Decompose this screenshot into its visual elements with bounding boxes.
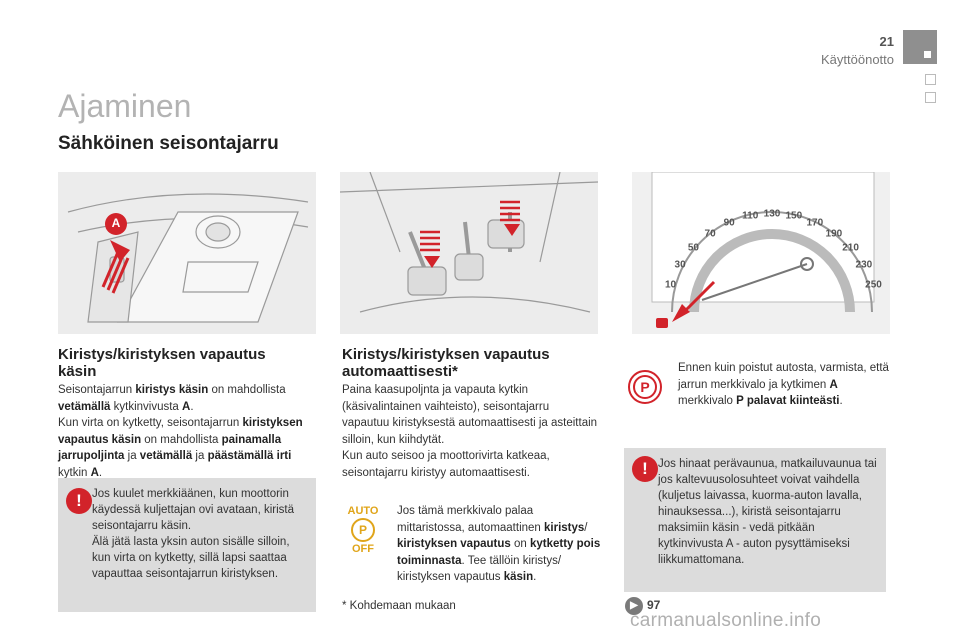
text-run: on: [510, 538, 530, 550]
page-subtitle: Sähköinen seisontajarru: [58, 133, 279, 154]
text-run: ja: [124, 450, 140, 462]
page-ref-number[interactable]: 97: [647, 598, 661, 612]
mid-paragraph-2: [397, 503, 603, 586]
page-number: 21: [879, 34, 894, 49]
speed-tick-label: 170: [806, 217, 824, 229]
text-run-bold: kytketty pois toiminnasta: [397, 538, 601, 567]
text-run-bold: P palavat kiinteästi: [736, 395, 840, 407]
footnote: * Kohdemaan mukaan: [342, 600, 456, 612]
text-run: . Tee tällöin kiristys/ kiristyksen vapautus: [397, 554, 562, 583]
speed-tick-label: 10: [664, 279, 677, 291]
text-run-bold: kiristys: [544, 521, 585, 534]
speed-tick-label: 90: [723, 217, 735, 229]
text-run: on mahdollista: [141, 433, 222, 446]
speed-tick-label: 130: [763, 208, 781, 220]
text-run: Seisontajarrun: [58, 384, 136, 396]
console-drawing: [58, 172, 316, 334]
text-run-bold: kiristyksen vapautus: [397, 538, 511, 550]
auto-off-icon: [346, 505, 380, 553]
corner-dot: [924, 51, 931, 58]
page-ref-icon[interactable]: ▶: [625, 597, 643, 615]
right-warning-box: [624, 448, 886, 592]
text-run-bold: A: [182, 400, 191, 413]
right-paragraph: [678, 360, 892, 410]
text-run: ja: [192, 450, 208, 462]
speed-tick-label: 210: [842, 242, 859, 254]
text-run-bold: vetämällä: [139, 450, 193, 462]
text-run-bold: päästämällä irti: [207, 450, 292, 462]
speed-tick-label: 50: [687, 242, 699, 254]
text-run-bold: painamalla jarrupoljinta: [58, 433, 282, 462]
corner-square: [903, 30, 937, 64]
text-run-bold: kiristys käsin: [135, 384, 209, 396]
pedals-illustration: [340, 172, 598, 334]
text-run: Kun virta on kytketty, seisontajarrun: [58, 417, 243, 429]
speed-tick-label: 110: [742, 210, 759, 222]
left-heading: Kiristys/kiristyksen vapautus käsin: [58, 346, 266, 380]
speed-tick-label: 150: [785, 210, 803, 222]
corner-square-empty: [925, 74, 936, 85]
left-warning-text: Jos kuulet merkkiäänen, kun moottorin käydessä kuljettajan ovi avataan, kiristä seisontajarru käsin. Älä jätä lasta yksin auton sisälle silloin, kun virta on kytketty, sillä lapsi saattaa vapauttaa seisontajarrun kiristyksen.: [92, 488, 294, 580]
parking-brake-letter: P: [633, 375, 657, 399]
text-run: .: [839, 395, 843, 407]
text-run: Ennen kuin poistut autosta, varmista, että jarrun merkkivalo ja kytkimen: [678, 362, 889, 391]
speed-tick-label: 250: [865, 279, 882, 291]
text-run-bold: vetämällä: [58, 400, 111, 413]
console-illustration: [58, 172, 316, 334]
speedometer-illustration: [632, 172, 890, 334]
left-warning-box: [58, 478, 316, 612]
corner-square-empty: [925, 92, 936, 103]
text-run: kytkin: [58, 466, 91, 479]
page-title: Ajaminen: [58, 88, 192, 124]
speed-tick-label: 30: [674, 259, 686, 271]
warning-icon: !: [66, 488, 92, 514]
parking-brake-icon: [628, 370, 662, 404]
text-run: Jos tämä merkkivalo palaa mittaristossa, automaattinen: [397, 505, 545, 534]
auto-off-bottom: OFF: [352, 543, 374, 555]
watermark: carmanualsonline.info: [630, 610, 822, 631]
text-run: kytkinvivusta: [110, 400, 183, 413]
mid-heading: Kiristys/kiristyksen vapautus automaattisesti*: [342, 346, 550, 380]
speed-tick-label: 70: [704, 228, 716, 239]
text-run: /: [584, 521, 588, 534]
speed-tick-label: 190: [825, 228, 843, 239]
warning-icon: !: [632, 456, 658, 482]
text-run: .: [98, 466, 103, 479]
auto-off-center: P: [351, 518, 375, 542]
text-run: on mahdollista: [208, 384, 286, 396]
text-run-bold: käsin: [503, 571, 534, 583]
text-run: .: [533, 571, 537, 583]
text-run-bold: kiristyksen vapautus käsin: [58, 417, 303, 446]
right-warning-text: Jos hinaat perävaunua, matkailuvaunua tai jos kaltevuusolosuhteet voivat vaihdella (kuljetus laivassa, kuorma-auton lavalla, hinauksessa...), kiristä seisontajarru maksimiin käsin - vedä pitkään kytkinvivusta A - auton pysyttämiseksi liikkumattomana.: [658, 458, 877, 566]
auto-off-top: AUTO: [347, 505, 379, 517]
text-run: .: [190, 400, 194, 413]
mid-paragraph: Paina kaasupoljnta ja vapauta kytkin (käsivalintainen vaihteisto), seisontajarru vapautuu kiristyksestä automaattisesti ja asteittain silloin, kun kiihdytät. Kun auto seisoo ja moottorivirta katkeaa, seisontajarru kiristyy automaattisesti.: [342, 384, 598, 479]
left-paragraph: [58, 382, 320, 481]
text-run-bold: A: [90, 466, 99, 479]
switch-a-label: A: [111, 216, 121, 230]
section-name: Käyttöönotto: [821, 52, 894, 67]
text-run: merkkivalo: [678, 395, 737, 407]
pedals-drawing: [340, 172, 598, 334]
text-run-bold: A: [829, 378, 838, 391]
speed-tick-label: 230: [855, 259, 873, 271]
